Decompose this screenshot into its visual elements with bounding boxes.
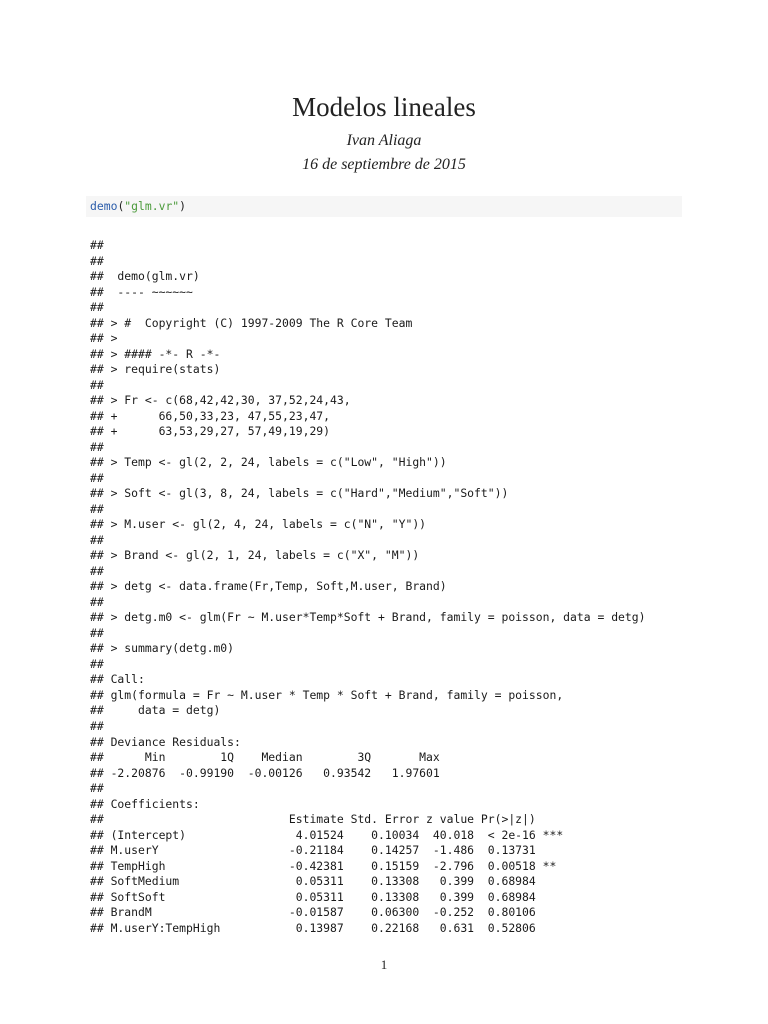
code-string-argument: "glm.vr" [124,199,180,213]
output-line: ## > Temp <- gl(2, 2, 24, labels = c("Low", "High")) [90,455,447,470]
output-line: ## > # Copyright (C) 1997-2009 The R Core Team [90,315,413,330]
output-line: ## SoftSoft 0.05311 0.13308 0.399 0.68984 [90,889,536,904]
output-line: ## + 63,53,29,27, 57,49,19,29) [90,424,331,439]
output-line: ## > summary(detg.m0) [90,641,235,656]
code-line [90,199,186,214]
output-line: ## [90,532,104,547]
output-line: ## [90,300,104,315]
output-line: ## (Intercept) 4.01524 0.10034 40.018 < 2e-16 *** [90,827,564,842]
output-line: ## Coefficients: [90,796,200,811]
output-line: ## Deviance Residuals: [90,734,241,749]
output-line: ## > [90,331,118,346]
output-line: ## > detg <- data.frame(Fr,Temp, Soft,M.user, Brand) [90,579,447,594]
output-line: ## demo(glm.vr) [90,269,200,284]
output-line: ## + 66,50,33,23, 47,55,23,47, [90,408,331,423]
output-line: ## > Soft <- gl(3, 8, 24, labels = c("Hard","Medium","Soft")) [90,486,509,501]
output-line: ## ---- ~~~~~~ [90,284,193,299]
output-line: ## M.userY:TempHigh 0.13987 0.22168 0.631 0.52806 [90,920,536,935]
document-title: Modelos lineales [292,92,476,122]
output-line: ## [90,718,104,733]
output-line: ## [90,594,104,609]
output-line: ## > Fr <- c(68,42,42,30, 37,52,24,43, [90,393,351,408]
code-open-paren: ( [117,199,125,213]
document-date: 16 de septiembre de 2015 [302,156,466,173]
output-line: ## [90,253,104,268]
output-line: ## glm(formula = Fr ~ M.user * Temp * Soft + Brand, family = poisson, [90,687,564,702]
output-line: ## Call: [90,672,145,687]
output-line: ## -2.20876 -0.99190 -0.00126 0.93542 1.97601 [90,765,440,780]
output-line: ## [90,377,104,392]
output-line: ## Estimate Std. Error z value Pr(>|z|) [90,812,536,827]
code-chunk [86,196,682,217]
output-line: ## SoftMedium 0.05311 0.13308 0.399 0.68984 [90,874,536,889]
code-close-paren: ) [179,199,187,213]
output-line: ## M.userY -0.21184 0.14257 -1.486 0.13731 [90,843,536,858]
output-line: ## > detg.m0 <- glm(Fr ~ M.user*Temp*Soft + Brand, family = poisson, data = detg) [90,610,646,625]
console-output [90,238,690,936]
output-line: ## BrandM -0.01587 0.06300 -0.252 0.80106 [90,905,536,920]
output-line: ## data = detg) [90,703,221,718]
output-line: ## [90,656,104,671]
document-author: Ivan Aliaga [346,132,422,149]
output-line: ## > Brand <- gl(2, 1, 24, labels = c("X", "M")) [90,548,420,563]
output-line: ## > M.user <- gl(2, 4, 24, labels = c("N", "Y")) [90,517,427,532]
output-line: ## > require(stats) [90,362,221,377]
output-line: ## [90,625,104,640]
output-line: ## [90,781,104,796]
output-line: ## TempHigh -0.42381 0.15159 -2.796 0.00518 ** [90,858,557,873]
output-line: ## Min 1Q Median 3Q Max [90,750,440,765]
output-line: ## [90,501,104,516]
page-number: 1 [380,957,388,972]
code-function: demo [90,199,118,213]
output-line: ## > #### -*- R -*- [90,346,221,361]
output-line: ## [90,238,104,252]
output-line: ## [90,470,104,485]
output-line: ## [90,439,104,454]
output-line: ## [90,563,104,578]
